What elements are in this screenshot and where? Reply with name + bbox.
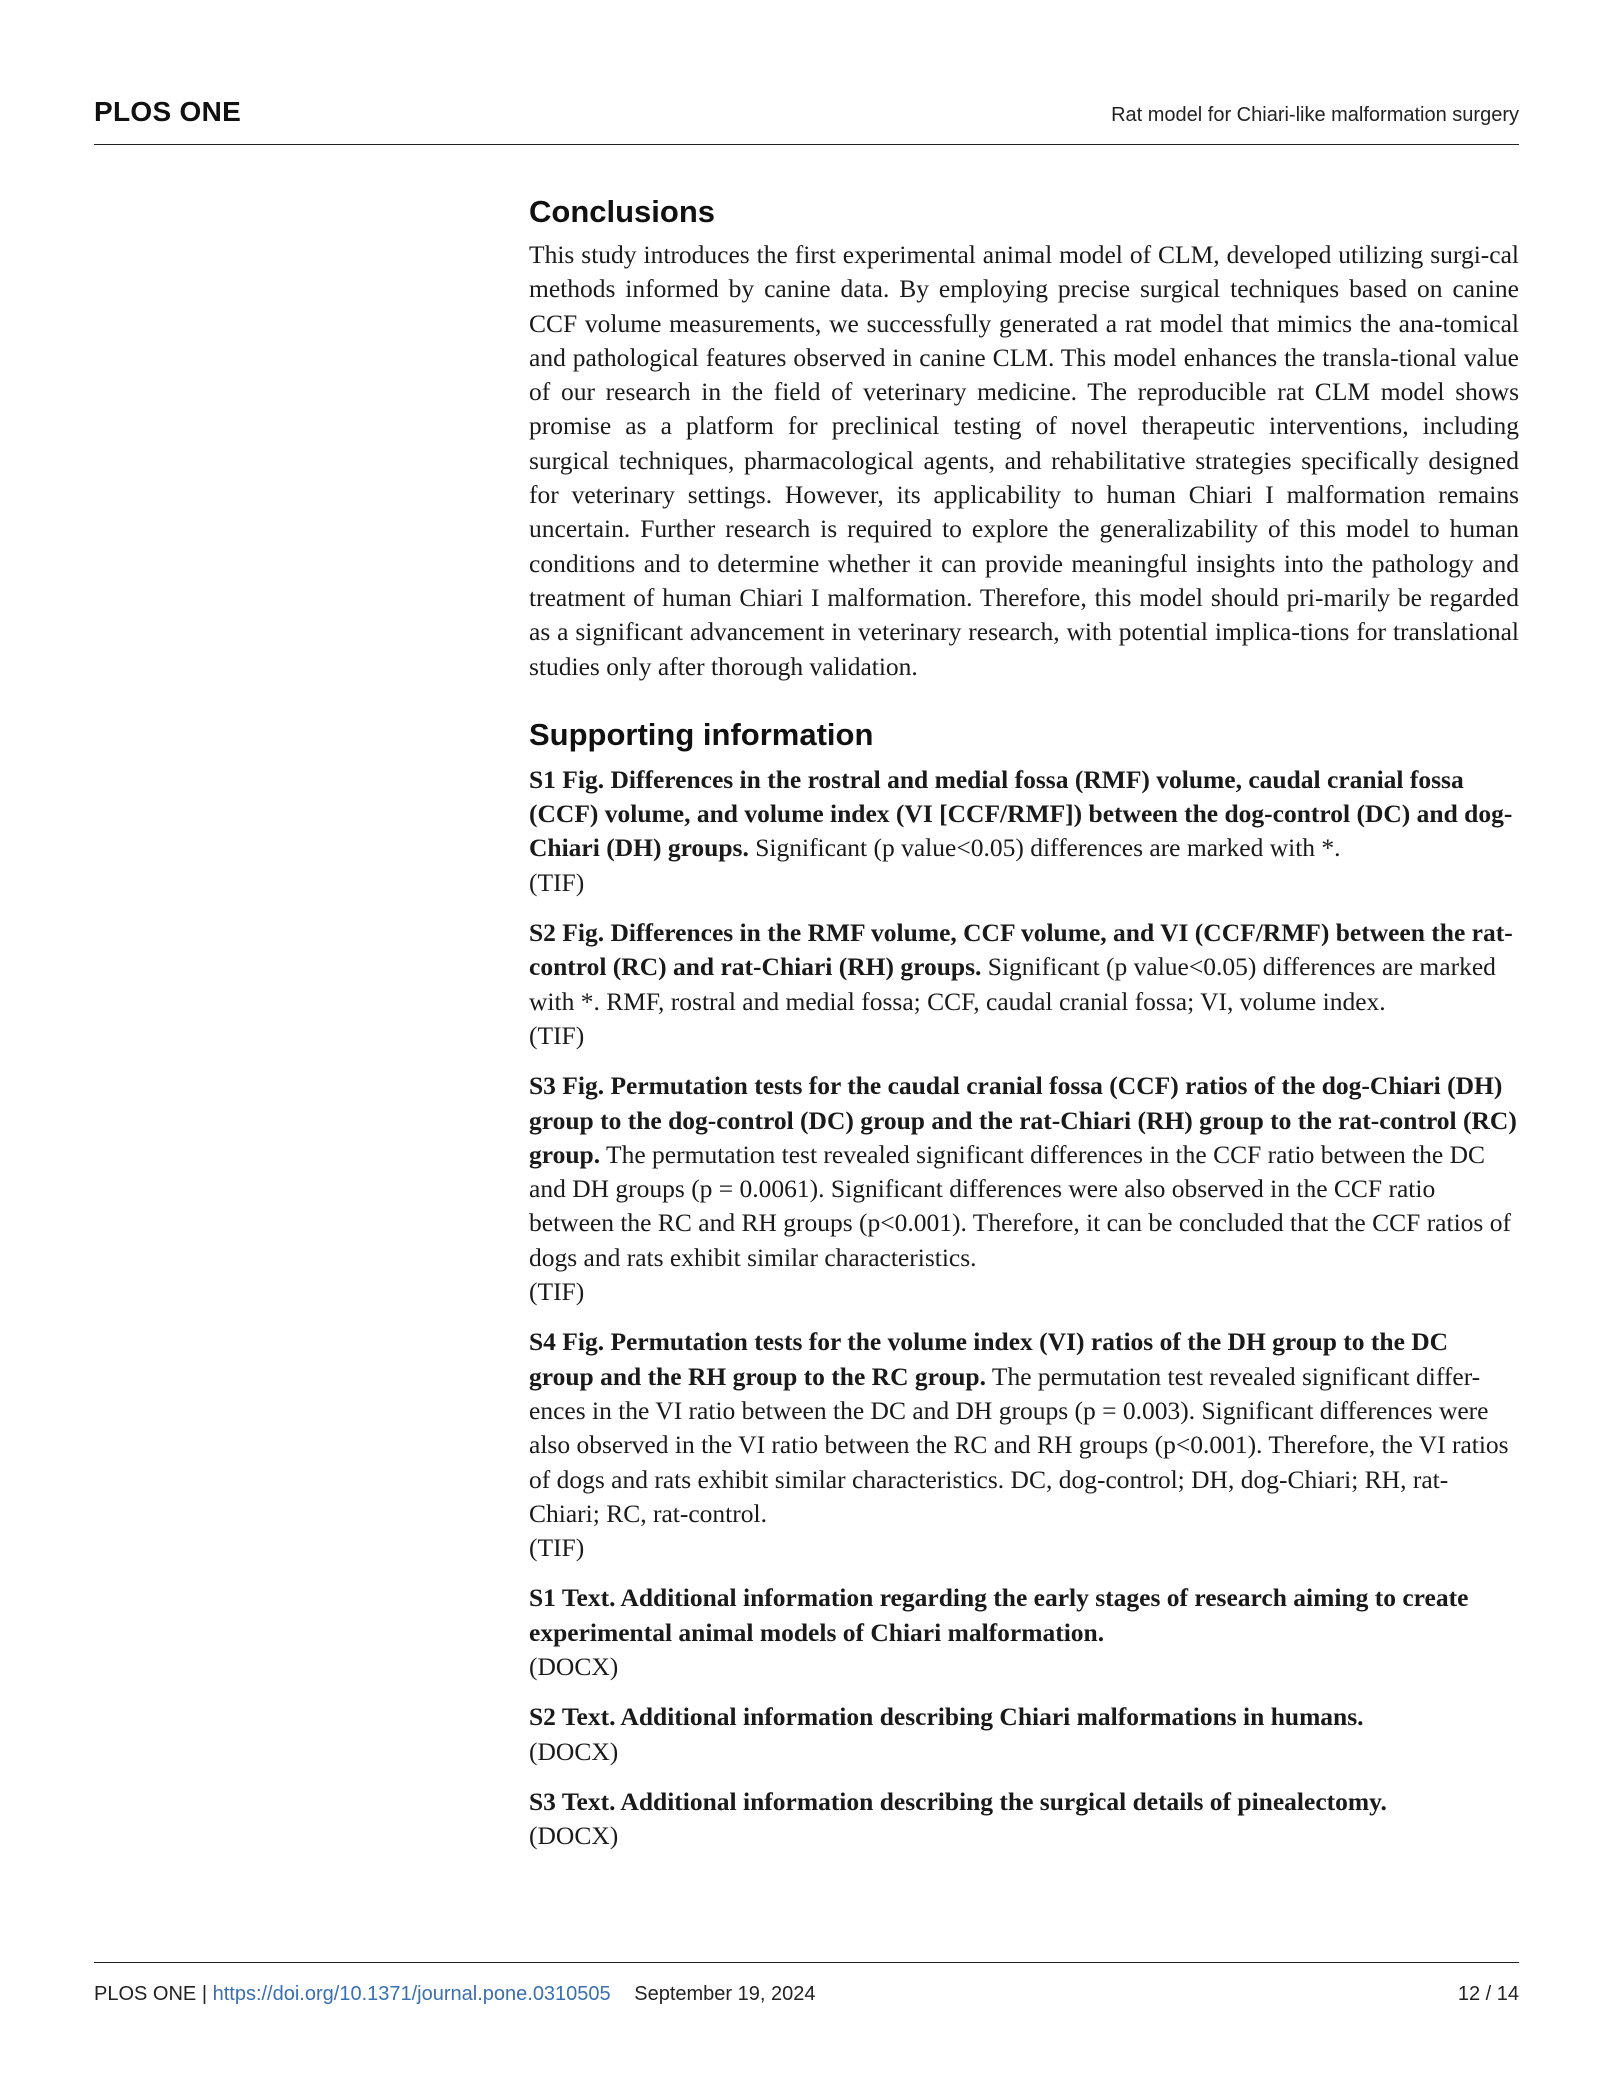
supporting-item-label[interactable]: S2 Text. Additional information describing Chiari malformations in humans. — [529, 1702, 1364, 1732]
supporting-item-label[interactable]: S4 Fig. Permutation tests for the volume index (VI) ratios of the DH group to the DC group and the RH group to the RC group. — [529, 1327, 1449, 1391]
supporting-item-text — [529, 1069, 1519, 1275]
supporting-item-s3-text — [529, 1785, 1519, 1854]
footer-citation — [94, 1983, 816, 2006]
supporting-item-format: (DOCX) — [529, 1736, 619, 1766]
supporting-item-text — [529, 1700, 1519, 1734]
supporting-item-s1-fig — [529, 763, 1519, 900]
supporting-item-s2-fig — [529, 916, 1519, 1053]
supporting-item-text — [529, 763, 1519, 866]
main-content — [529, 192, 1519, 1869]
supporting-item-text — [529, 1325, 1519, 1531]
journal-name: PLOS ONE — [94, 96, 242, 127]
supporting-item-text — [529, 1785, 1519, 1819]
page-header — [94, 92, 1519, 145]
supporting-item-s4-fig — [529, 1325, 1519, 1565]
supporting-information-section — [529, 715, 1519, 1854]
supporting-item-s1-text — [529, 1581, 1519, 1684]
supporting-item-label[interactable]: S1 Fig. Differences in the rostral and medial fossa (RMF) volume, caudal cranial fossa (CCF) volume, and volume index (VI [CCF/RMF]) between the dog-control (DC) and dog-Chiari (DH) groups. — [529, 764, 1513, 863]
supporting-item-label[interactable]: S3 Text. Additional information describing the surgical details of pinealectomy. — [529, 1786, 1387, 1816]
page-number: 12 / 14 — [1457, 1983, 1519, 2005]
supporting-item-description: The permutation test revealed significant differ-ences in the VI ratio between the DC and DH groups (p = 0.003). Significant differences were also observed in the VI ratio between the RC and RH groups (p<0.001). Therefore, the VI ratios of dogs and rats exhibit similar characteristics. DC, dog-control; DH, dog-Chiari; RH, rat-Chiari; RC, rat-control. — [529, 1361, 1509, 1528]
supporting-item-format: (DOCX) — [529, 1821, 619, 1851]
supporting-item-label[interactable]: S3 Fig. Permutation tests for the caudal cranial fossa (CCF) ratios of the dog-Chiari (DH) group to the dog-control (DC) group and the rat-Chiari (RH) group to the rat-control (RC) group. — [529, 1071, 1517, 1169]
supporting-item-description: Significant (p value<0.05) differences are marked with *. — [748, 833, 1341, 863]
supporting-item-format: (TIF) — [529, 1020, 585, 1050]
running-title: Rat model for Chiari-like malformation surgery — [1111, 104, 1519, 126]
conclusions-body: This study introduces the first experimental animal model of CLM, developed utilizing surgi-cal methods informed by canine data. By employing precise surgical techniques based on canine CCF volume measurements, we successfully generated a rat model that mimics the ana-tomical and pathological features observed in canine CLM. This model enhances the transla-tional value of our research in the field of veterinary medicine. The reproducible rat CLM model shows promise as a platform for preclinical testing of novel therapeutic interventions, including surgical techniques, pharmacological agents, and rehabilitative strategies specifically designed for veterinary settings. However, its applicability to human Chiari I malformation remains uncertain. Further research is required to explore the generalizability of this model to human conditions and to determine whether it can provide meaningful insights into the pathology and treatment of human Chiari I malformation. Therefore, this model should pri-marily be regarded as a significant advancement in veterinary research, with potential implica-tions for translational studies only after thorough validation. — [529, 240, 1519, 681]
supporting-item-description: The permutation test revealed significant differences in the CCF ratio between the DC and DH groups (p = 0.0061). Significant differences were also observed in the CCF ratio between the RC and RH groups (p<0.001). Therefore, it can be concluded that the CCF ratios of dogs and rats exhibit similar characteristics. — [529, 1139, 1511, 1272]
supporting-item-text — [529, 916, 1519, 1019]
supporting-item-s3-fig — [529, 1069, 1519, 1309]
conclusions-heading: Conclusions — [529, 194, 716, 229]
supporting-item-format: (TIF) — [529, 1277, 585, 1307]
conclusions-section — [529, 192, 1519, 684]
supporting-item-description: Significant (p value<0.05) differences are marked with *. RMF, rostral and medial fossa; CCF, caudal cranial fossa; VI, volume index. — [529, 952, 1496, 1016]
supporting-item-format: (DOCX) — [529, 1651, 619, 1681]
supporting-information-heading: Supporting information — [529, 716, 874, 752]
footer-journal: PLOS ONE | — [94, 1983, 208, 2005]
supporting-item-format: (TIF) — [529, 1533, 585, 1563]
supporting-item-s2-text — [529, 1700, 1519, 1769]
supporting-item-label[interactable]: S2 Fig. Differences in the RMF volume, CCF volume, and VI (CCF/RMF) between the rat-control (RC) and rat-Chiari (RH) groups. — [529, 918, 1513, 982]
doi-link[interactable]: https://doi.org/10.1371/journal.pone.0310505 — [212, 1983, 611, 2005]
page-footer — [94, 1962, 1519, 2013]
supporting-item-label[interactable]: S1 Text. Additional information regarding the early stages of research aiming to create experimental animal models of Chiari malformation. — [529, 1583, 1469, 1647]
supporting-item-text — [529, 1581, 1519, 1650]
supporting-item-format: (TIF) — [529, 867, 585, 897]
publication-date: September 19, 2024 — [634, 1983, 816, 2005]
